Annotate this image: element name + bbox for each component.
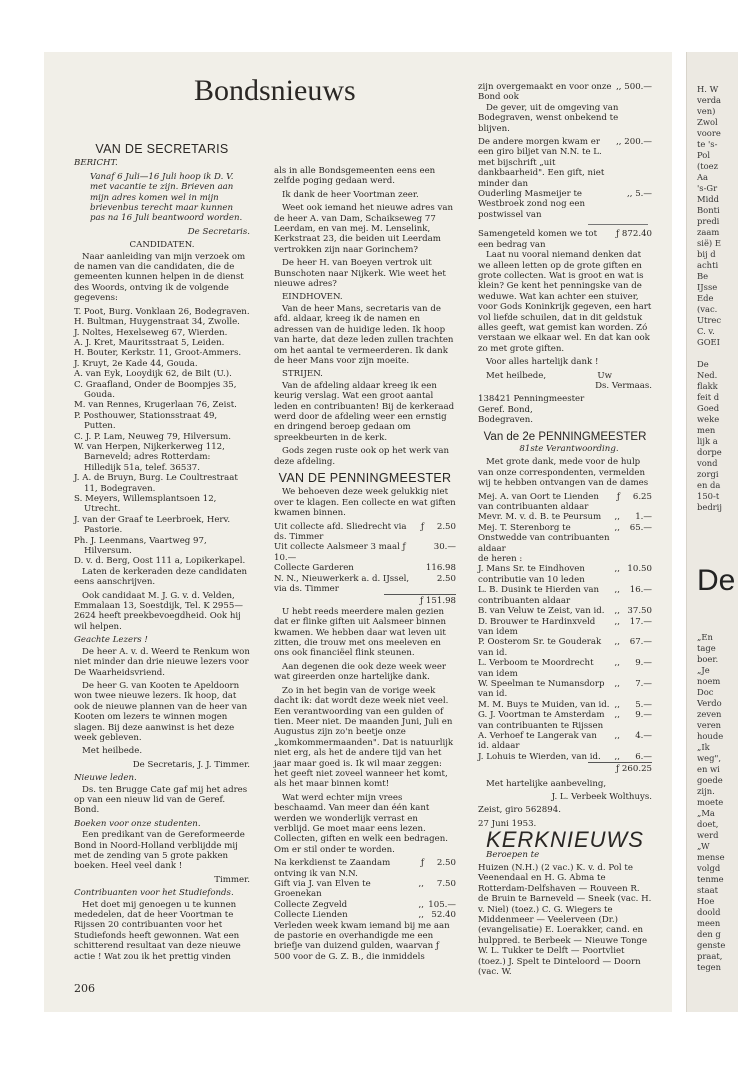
edge-text-fragment: tegen [697,962,722,972]
edge-text-fragment: volgd [697,863,721,873]
edge-text-fragment: „Ik [697,742,710,752]
donation-label: P. Oosterom Sr. te Gouderak van id. [478,637,602,658]
penning-intro: We behoeven deze week gelukkig niet over te klagen. Een collecte en wat giften kwamen binnen. [274,487,456,519]
strijen-paragraph: Van de afdeling aldaar kreeg ik een keurig verslag. Wat een groot aantal leden en contribuanten! Bij de kerkeraad werd door de afdeling weer een ernstig en dringend beroep gedaan om spreekbeurten in de kerk. [274,380,455,443]
currency-mark: ,, [614,730,620,741]
edge-text-fragment: Hoe [697,896,715,906]
amount-value: 6.25 [632,491,652,502]
verrast-paragraph: Wat werd echter mijn vrees beschaamd. Van meer dan één kant werden we wonderlijk verrast en verblijd. Ge moet maar eens lezen. Collecten, giften en welk een bedragen. Om er stil onder te worden. [274,792,449,855]
adjacent-page-edge [686,52,738,1012]
closing-greeting: Met hartelijke aanbeveling, [486,778,607,789]
edge-text-fragment: genste [697,940,726,950]
currency-mark [620,554,624,564]
leden-heading: Nieuwe leden. [74,773,137,784]
page-number: 206 [74,982,95,995]
edge-text-fragment: „Ma [697,808,715,818]
candidate-entry: P. Posthouwer, Stationsstraat 49, Putten. [74,410,218,432]
donation-row [478,606,652,616]
donation-amount [420,858,456,879]
currency-mark: ,, [418,910,424,921]
edge-text-fragment: bedrij [697,502,722,512]
edge-text-fragment: (vac. [697,304,718,314]
edge-text-fragment: Ede [697,293,714,303]
candidaten-intro: Naar aanleiding van mijn verzoek om de namen van die candidaten, die de gemeenten kunnen helpen in de dienst des Woords, ontving ik de volgende gegevens: [74,251,246,304]
candidate-entry: J. van der Graaf te Leerbroek, Herv. Pastorie. [74,514,231,536]
amount-value: 65.— [629,522,652,533]
column-secretaris [74,138,250,965]
donation-row [478,731,652,752]
donation-amount [615,617,652,638]
edge-text-fragment: moete [697,797,724,807]
candidate-list [74,307,250,567]
candidate-entry: J. A. de Bruyn, Burg. Le Coultrestraat 11, Bodegraven. [74,473,238,494]
donation-label: W. Speelman te Numansdorp van id. [478,678,605,700]
donation-label: Gift via J. van Elven te Groenekan [274,879,371,900]
edge-text-fragment: Be [697,271,709,281]
edge-text-fragment: doold [697,907,721,917]
currency-mark: ,, [614,606,620,617]
column-penningmeester [274,166,456,965]
donation-amount [616,554,652,564]
donation-amount [615,523,652,554]
amount-value: 5.— [635,699,652,710]
column-right [478,82,652,981]
donation-amount [419,879,456,900]
komkommer-paragraph: Zo in het begin van de vorige week dacht ik: dat wordt deze week niet veel. Een verantwoording van een gulden of tien. Meer niet. De maanden Juni, Juli en Augustus zijn zo'n beetje onze „komkommermaanden". Dat is natuurlijk niet erg, als het de andere tijd van het jaar maar goed is. Ik wil maar zeggen: het geeft niet zoveel wanneer het komt, als het maar binnen komt! [274,685,454,790]
donation-label: J. Lohuis te Wierden, van id. [478,751,601,762]
lezers-heading: Geachte Lezers ! [74,635,148,646]
donation-label: Mej. A. van Oort te Lienden van contribuanten aldaar [478,491,599,513]
donation-total: ƒ 151.98 [384,594,456,606]
amount-value: 37.50 [627,606,652,617]
donation-label: B. van Veluw te Zeist, van id. [478,606,605,617]
donation-label: Mevr. M. v. d. B. te Peursum [478,512,602,523]
strijen-paragraph-2: Gods zegen ruste ook op het werk van deze afdeling. [274,446,449,467]
address-query-paragraph: Weet ook iemand het nieuwe adres van de heer A. van Dam, Schaikseweg 77 Leerdam, en van mej. M. Lenselink, Kerkstraat 23, die beiden uit Leerdam vertrokken zijn naar Gorinchem? [274,203,454,255]
donation-row: De andere morgen kwam er een giro biljet van N.N. te L. met bijschrift „uit dankbaarheid". Een gift, niet minder dan ,, 200.— [478,137,652,189]
verleden-paragraph: Verleden week kwam iemand bij me aan de pastorie en overhandigde me een briefje van duizend gulden, waarvan ƒ 500 voor de G. Z. B., die inmiddels [274,920,450,962]
donation-amount [420,522,456,543]
candidate-entry: D. v. d. Berg, Oost 111 a, Lopikerkapel. [74,556,246,567]
candidate-entry: S. Meyers, Willemsplantsoen 12, Utrecht. [74,494,217,515]
address-line: Geref. Bond, [478,404,533,415]
edge-text-fragment: GOEI [697,337,720,347]
edge-text-fragment: weke [697,414,720,424]
donation-label: Collecte Lienden [274,910,348,921]
edge-text-fragment: C. v. [697,326,715,336]
donation-row [274,563,456,573]
donation-list [274,522,456,595]
donation-label: Uit collecte afd. Sliedrecht via ds. Timmer [274,521,407,542]
page-title: Bondsnieuws [194,74,356,107]
bericht-label: BERICHT. [74,158,118,169]
amount-value: 9.— [635,710,652,721]
candidaten-paragraph: Laten de kerkeraden deze candidaten eens aanschrijven. [74,566,248,588]
candidate-entry: H. Bultman, Huygenstraat 34, Zwolle. [74,317,240,328]
currency-mark: ,, [614,658,620,669]
edge-text-fragment: Midd [697,194,719,204]
donation-row [274,879,456,900]
edge-text-fragment: zeven [697,709,722,719]
currency-mark: ,, [614,522,620,533]
donation-row [478,658,652,679]
gever-paragraph: De gever, uit de omgeving van Bodegraven, wenst onbekend te blijven. [478,102,619,134]
donation-amount [615,700,652,710]
edge-text-fragment: te 's- [697,139,718,149]
donation-amount [419,900,456,910]
donation-amount [615,710,652,731]
edge-text-fragment: dorpe [697,447,722,457]
donation-label: J. Mans Sr. te Eindhoven contributie van 10 leden [478,564,585,585]
candidate-entry: C. J. P. Lam, Neuweg 79, Hilversum. [74,431,231,442]
donation-amount [615,752,652,762]
donation-label: de heren : [478,554,523,565]
section-heading-2e-penningmeester: Van de 2e PENNINGMEESTER [483,430,647,443]
donation-amount [615,512,652,522]
donation-row [478,523,652,554]
donation-amount [615,637,652,658]
edge-text-fragment: lijk a [697,436,718,446]
donation-label: Na kerkdienst te Zaandam ontving ik van N.N. [274,858,391,879]
amount-value: 17.— [629,616,652,627]
currency-mark: ,, [614,710,620,721]
candidate-entry: T. Poot, Burg. Vonklaan 26, Bodegraven. [74,306,250,317]
section-heading-penningmeester: VAN DE PENNINGMEESTER [278,470,452,485]
edge-text-fragment: „En [697,632,713,642]
candidate-entry: H. Bouter, Kerkstr. 11, Groot-Ammers. [74,348,242,359]
donation-label: Mej. T. Sterenborg te Onstwedde van contribuanten aldaar [478,522,610,554]
amount-value: 9.— [635,658,652,669]
donation-label: L. Verboom te Moordrecht van idem [478,658,594,679]
tweede-intro: Met grote dank, mede voor de hulp van onze correspondenten, vermelden wij te hebben ontvangen van de dames [478,457,649,489]
donation-row [478,564,652,585]
currency-mark: ,, [418,879,424,889]
edge-text-fragment: Zwol [697,117,718,127]
edge-text-fragment: houde [697,731,724,741]
donation-row: zijn overgemaakt en voor onze Bond ook ,, 500.— [478,82,652,103]
vacation-notice: Vanaf 6 Juli—16 Juli hoop ik D. V. met vacantie te zijn. Brieven aan mijn adres komen wel in mijn brievenbus terecht maar kunnen pas na 16 Juli beantwoord worden. [90,171,243,224]
edge-text-fragment: sië) E [697,238,721,248]
donation-row [478,700,652,710]
donation-label: D. Brouwer te Hardinxveld van idem [478,616,596,637]
donation-amount [615,658,652,679]
aalsmeer-paragraph: U hebt reeds meerdere malen gezien dat er flinke giften uit Aalsmeer binnen kwamen. We hebben daar wat leven uit zitten, die trouw met ons meeleven en ons ook financiëel flink steunen. [274,606,447,659]
edge-text-fragment: tage [697,643,716,653]
candidate-entry: A. van Eyk, Looydijk 62, de Bilt (U.). [74,369,232,380]
giro-number: Zeist, giro 562894. [478,805,561,816]
edge-text-fragment: 150-t [697,491,720,501]
currency-mark: ,, [614,512,620,523]
edge-text-fragment: men [697,425,716,435]
edge-text-fragment: De [697,359,709,369]
edge-text-fragment: Verdo [697,698,722,708]
penningmeester-address [478,394,652,425]
vermaas-signature: Ds. Vermaas. [595,380,652,391]
edge-text-fragment: bij d [697,249,716,259]
donation-row [478,512,652,522]
donation-label: N. N., Nieuwerkerk a. d. IJssel, via ds. Timmer [274,573,410,595]
edge-text-fragment: zaam [697,227,720,237]
currency-mark: ƒ [420,858,424,869]
edge-heading-fragment: De [697,564,736,597]
amount-value: 30.— [433,542,456,553]
edge-text-fragment: H. W [697,84,719,94]
address-line: 138421 Penningmeester [478,394,585,405]
edge-text-fragment: (toez [697,161,719,171]
donation-amount [615,585,652,606]
edge-text-fragment: mense [697,852,725,862]
eindhoven-paragraph: Van de heer Mans, secretaris van de afd. aldaar, kreeg ik de namen en adressen van de huidige leden. Ik hoop van harte, dat deze leden zullen trachten om het aantal te vermeerderen. Ik dank de heer Mans voor zijn moeite. [274,303,454,366]
beroepen-heading: Beroepen te [486,849,540,860]
continued-paragraph: als in alle Bondsgemeenten eens een zelfde poging gedaan werd. [274,166,436,187]
currency-mark: ,, [418,899,424,910]
edge-text-top [687,84,738,513]
laat-paragraph: Laat nu vooral niemand denken dat we alleen letten op de grote giften en grote collecten. Wat is groot en wat is klein? Ge kent het penningske van de weduwe. Wat kan achter een stuiver, voor Gods Koninkrijk gegeven, een hart vol liefde schuilen, dat in dit geldstuk alles geeft, wat gemist kan worden. Zó verstaan we elkaar wel. En dat kan ook zo met grote giften. [478,250,652,354]
amount-value: 6.— [635,751,652,762]
donation-row: Ouderling Masmeijer te Westbroek zond nog een postwissel van ,, 5.— [478,189,652,220]
notice-signature: De Secretaris. [187,226,250,237]
donation-row [274,900,456,910]
lezers-signature: De Secretaris, J. J. Timmer. [132,759,250,770]
donation-row [274,858,456,879]
donation-label: G. J. Voortman te Amsterdam van contribuanten te Rijssen [478,710,605,731]
edge-text-fragment: zorgi [697,469,719,479]
boeyen-paragraph: De heer H. van Boeyen vertrok uit Bunschoten naar Nijkerk. Wie weet het nieuwe adres? [274,258,446,290]
edge-text-bottom [687,632,725,973]
donation-amount [615,564,652,585]
donation-amount [420,574,456,595]
donation-label: Collecte Zegveld [274,899,348,910]
donation-row [478,752,652,762]
strijen-heading: STRIJEN. [282,369,323,380]
edge-text-fragment: IJsse [697,282,718,292]
donation-amount [616,492,652,513]
newspaper-page [44,52,672,1012]
edge-text-fragment: flakk [697,381,718,391]
edge-text-fragment: ven) [697,106,716,116]
donation-label: M. M. Buys te Muiden, van id. [478,699,610,710]
candidate-entry: J. Kruyt, 2e Kade 44, Gouda. [74,358,198,369]
edge-text-fragment: Utrec [697,315,722,325]
date-line: 27 Juni 1953. [478,818,537,829]
amount-value: 1.— [635,512,652,523]
donation-row [478,554,652,564]
donation-amount [420,563,456,573]
amount-value: 7.50 [436,879,456,889]
voor-paragraph: Voor alles hartelijk dank ! [486,357,599,368]
candidate-entry: Ph. J. Leenmans, Vaartweg 97, Hilversum. [74,535,207,557]
edge-text-fragment: zijn. [697,786,715,796]
lezers-paragraph: De heer A. v. d. Weerd te Renkum won niet minder dan drie nieuwe lezers voor De Waarheidsvriend. [74,646,250,678]
donation-row [478,710,652,731]
contrib-paragraph: Het doet mij genoegen u te kunnen mededelen, dat de heer Voortman te Rijssen 20 contribuanten voor het Studiefonds heeft gewonnen. Wat een schitterend resultaat van deze nieuwe actie ! Wat zou ik het prettig vinden [74,899,241,962]
currency-mark: ,, [614,637,620,648]
donation-list-2 [274,858,456,920]
amount-value: 7.— [635,678,652,689]
donation-label: A. Verhoef te Langerak van id. aldaar [478,730,597,752]
lezers-paragraph-2: De heer G. van Kooten te Apeldoorn won twee nieuwe lezers. Ik hoop, dat ook de nieuwe plannen van de heer van Kooten om lezers te winnen mogen slagen. Bij deze aanwinst is het deze week gebleven. [74,680,248,743]
amount-value: 2.50 [436,521,456,532]
edge-text-fragment: en da [697,480,721,490]
kerknieuws-heading: KERKNIEUWS [486,827,644,853]
edge-text-fragment: tenme [697,874,724,884]
address-line: Bodegraven. [478,415,534,426]
edge-text-fragment: noem [697,676,721,686]
candidate-entry: A. J. Kret, Mauritsstraat 5, Leiden. [74,337,225,348]
amount-value: 52.40 [431,910,456,921]
edge-text-fragment: verda [697,95,722,105]
boeken-paragraph: Een predikant van de Gereformeerde Bond in Noord-Holland verblijdde mij met de zending van 5 grote pakken boeken. Heel veel dank ! [74,830,245,872]
edge-text-fragment: den g [697,929,721,939]
edge-text-fragment [687,348,738,359]
currency-mark: ƒ [420,521,424,532]
currency-mark: ,, [614,678,620,689]
edge-text-fragment: werd [697,830,719,840]
donation-row [274,542,456,563]
edge-text-fragment: achti [697,260,719,270]
beroepen-paragraph: Huizen (N.H.) (2 vac.) K. v. d. Pol te Veenendaal en H. G. Abma te Rotterdam-Delfshaven — Rouveen R. de Bruin te Barneveld — Sneek (vac. H. v. Niel) (toez.) C. G. Wiegers te Middenmeer — Veelerveen (Dr.) (evangelisatie) E. Loerakker, cand. en hulppred. te Berbeek — Nieuwe Tonge W. L. Tukker te Delft — Poortvliet (toez.) J. Spelt te Dinteloord — Doorn (vac. W. [478,863,652,978]
edge-text-fragment: Pol [697,150,711,160]
edge-text-fragment: Aa [697,172,709,182]
divider [588,224,648,225]
currency-mark: ƒ [616,491,620,502]
currency-mark: ,, [614,585,620,596]
edge-text-fragment: staat [697,885,719,895]
candidate-entry: W. van Herpen, Nijkerkerweg 112, Barneveld; adres Rotterdam: Hilledijk 51a, telef. 36537. [74,441,225,473]
edge-text-fragment: 's-Gr [697,183,718,193]
edge-text-fragment: meen [697,918,721,928]
currency-mark: ,, [614,616,620,627]
edge-text-fragment: goede [697,775,723,785]
amount-value: 2.50 [436,573,456,584]
donation-row [478,617,652,638]
section-heading-secretaris: VAN DE SECRETARIS [95,142,229,156]
sum-row: Samengeteld komen we tot een bedrag van ƒ 872.40 [478,229,652,250]
donation-row [274,574,456,595]
donation-amount [615,679,652,700]
verantwoording-subtitle: 81ste Verantwoording. [519,444,619,454]
donation-total-2: ƒ 260.25 [588,762,652,774]
amount-value: 105.— [428,899,456,910]
edge-text-fragment: boer. [697,654,719,664]
amount-value: 67.— [629,637,652,648]
donation-label: Uit collecte Aalsmeer 3 maal ƒ 10.— [274,542,406,563]
edge-text-fragment: „W [697,841,710,851]
donation-amount [615,731,652,752]
eindhoven-heading: EINDHOVEN. [282,292,343,303]
currency-mark: ,, [614,751,620,762]
currency-mark: ,, [614,564,620,575]
boeken-heading: Boeken voor onze studenten. [74,818,201,829]
dank-paragraph: Aan degenen die ook deze week weer wat gireerden onze hartelijke dank. [274,661,447,683]
donation-row [478,637,652,658]
edge-text-fragment: predi [697,216,720,226]
contrib-heading: Contribuanten voor het Studiefonds. [74,888,234,899]
donation-row [478,679,652,700]
donation-amount [420,542,456,563]
candidate-entry: C. Graafland, Onder de Boompjes 35, Gouda. [74,379,237,400]
leden-paragraph: Ds. ten Brugge Cate gaf mij het adres op van een nieuw lid van de Geref. Bond. [74,784,248,816]
donation-row [274,522,456,543]
amount-value: 16.— [629,585,652,596]
greeting-row: Met heilbede, Uw [486,370,612,381]
amount-value: 2.50 [436,858,456,869]
verbeek-signature: J. L. Verbeek Wolthuys. [551,792,652,802]
candidate-entry: J. Noltes, Hexelseweg 67, Wierden. [74,327,228,338]
candidaten-paragraph-2: Ook candidaat M. J. G. v. d. Velden, Emmalaan 13, Soestdijk, Tel. K 2955—2624 heeft preekbevoegdheid. Ook hij wil helpen. [74,590,243,632]
edge-text-fragment: Bonti [697,205,720,215]
donation-row [478,492,652,513]
donation-amount [615,606,652,616]
edge-text-fragment: weg", [697,753,722,763]
edge-text-fragment: vond [697,458,718,468]
edge-text-fragment: veren [697,720,722,730]
lezers-greeting: Met heilbede. [82,746,143,757]
edge-text-fragment: voore [697,128,721,138]
currency-mark: ,, [614,699,620,710]
donation-row [274,910,456,920]
edge-text-fragment: praat, [697,951,723,961]
edge-text-fragment: Doc [697,687,714,697]
donation-amount [419,910,456,920]
boeken-signature: Timmer. [214,874,250,885]
amount-value: 10.50 [627,564,652,575]
edge-text-fragment: doet, [697,819,719,829]
thanks-paragraph: Ik dank de heer Voortman zeer. [282,189,419,200]
edge-text-fragment: en wi [697,764,720,774]
candidaten-heading: CANDIDATEN. [129,240,195,251]
donation-list-3 [478,492,652,763]
amount-value: 116.98 [425,563,456,574]
donation-label: L. B. Dusink te Hierden van contribuanten aldaar [478,585,600,606]
donation-label: Collecte Garderen [274,563,354,574]
edge-text-fragment: feit d [697,392,720,402]
candidate-entry: M. van Rennes, Krugerlaan 76, Zeist. [74,400,237,411]
edge-text-fragment: „Je [697,665,710,675]
amount-value: 4.— [635,730,652,741]
edge-text-fragment: Ned. [697,370,718,380]
edge-text-fragment: Goed [697,403,720,413]
donation-row [478,585,652,606]
